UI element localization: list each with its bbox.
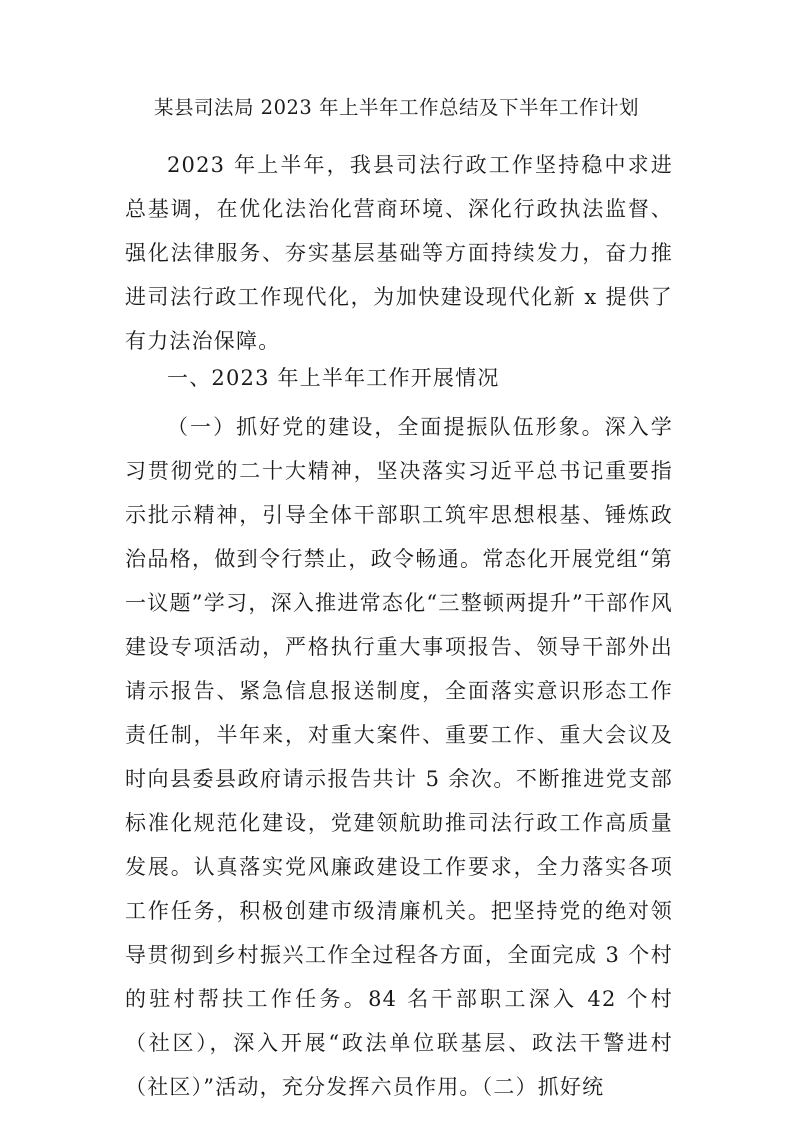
intro-paragraph: 2023 年上半年，我县司法行政工作坚持稳中求进总基调，在优化法治化营商环境、深化行政执法监督、强化法律服务、夯实基层基础等方面持续发力，奋力推进司法行政工作现代化，为加快建设现代化新 x 提供了有力法治保障。 [125,153,673,353]
section-heading: 一、2023 年上半年工作开展情况 [167,366,500,390]
section-paragraph: （一）抓好党的建设，全面提振队伍形象。深入学习贯彻党的二十大精神，坚决落实习近平总书记重要指示批示精神，引导全体干部职工筑牢思想根基、锤炼政治品格，做到令行禁止，政令畅通。常态化开展党组“第一议题”学习，深入推进常态化“三整顿两提升”干部作风建设专项活动，严格执行重大事项报告、领导干部外出请示报告、紧急信息报送制度，全面落实意识形态工作责任制，半年来，对重大案件、重要工作、重大会议及时向县委县政府请示报告共计 5 余次。不断推进党支部标准化规范化建设，党建领航助推司法行政工作高质量发展。认真落实党风廉政建设工作要求，全力落实各项工作任务，积极创建市级清廉机关。把坚持党的绝对领导贯彻到乡村振兴工作全过程各方面，全面完成 3 个村的驻村帮扶工作任务。84 名干部职工深入 42 个村（社区），深入开展“政法单位联基层、政法干警进村（社区）”活动，充分发挥六员作用。（二）抓好统 [125,415,673,1099]
document-title: 某县司法局 2023 年上半年工作总结及下半年工作计划 [153,96,640,119]
